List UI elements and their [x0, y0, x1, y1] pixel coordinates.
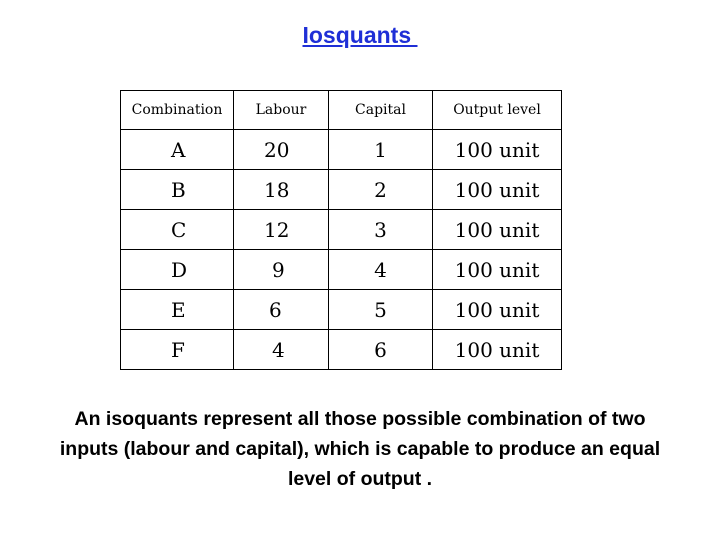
cell-output: 100 unit — [433, 210, 562, 250]
cell-labour: 4 — [234, 330, 329, 370]
cell-combination: C — [121, 210, 234, 250]
page-title: Iosquants — [302, 22, 418, 48]
table-header-row — [121, 91, 562, 130]
table-row — [121, 210, 562, 250]
cell-combination: D — [121, 250, 234, 290]
cell-output: 100 unit — [433, 290, 562, 330]
header-output-level: Output level — [433, 91, 562, 130]
cell-capital: 2 — [329, 170, 433, 210]
header-labour: Labour — [234, 91, 329, 130]
cell-capital: 5 — [329, 290, 433, 330]
isoquant-table — [120, 90, 562, 370]
cell-output: 100 unit — [433, 250, 562, 290]
cell-labour: 6 — [234, 290, 329, 330]
cell-labour: 12 — [234, 210, 329, 250]
cell-labour: 18 — [234, 170, 329, 210]
cell-capital: 4 — [329, 250, 433, 290]
table-row — [121, 330, 562, 370]
table-row — [121, 130, 562, 170]
header-capital: Capital — [329, 91, 433, 130]
cell-output: 100 unit — [433, 330, 562, 370]
cell-output: 100 unit — [433, 170, 562, 210]
cell-combination: F — [121, 330, 234, 370]
cell-combination: B — [121, 170, 234, 210]
cell-capital: 1 — [329, 130, 433, 170]
table-row — [121, 170, 562, 210]
cell-combination: E — [121, 290, 234, 330]
header-combination: Combination — [121, 91, 234, 130]
cell-output: 100 unit — [433, 130, 562, 170]
cell-capital: 6 — [329, 330, 433, 370]
cell-capital: 3 — [329, 210, 433, 250]
cell-labour: 9 — [234, 250, 329, 290]
cell-labour: 20 — [234, 130, 329, 170]
table-row — [121, 250, 562, 290]
table-row — [121, 290, 562, 330]
isoquant-description: An isoquants represent all those possible combination of two inputs (labour and capital), which is capable to produce an equal level of output . — [59, 408, 661, 490]
cell-combination: A — [121, 130, 234, 170]
